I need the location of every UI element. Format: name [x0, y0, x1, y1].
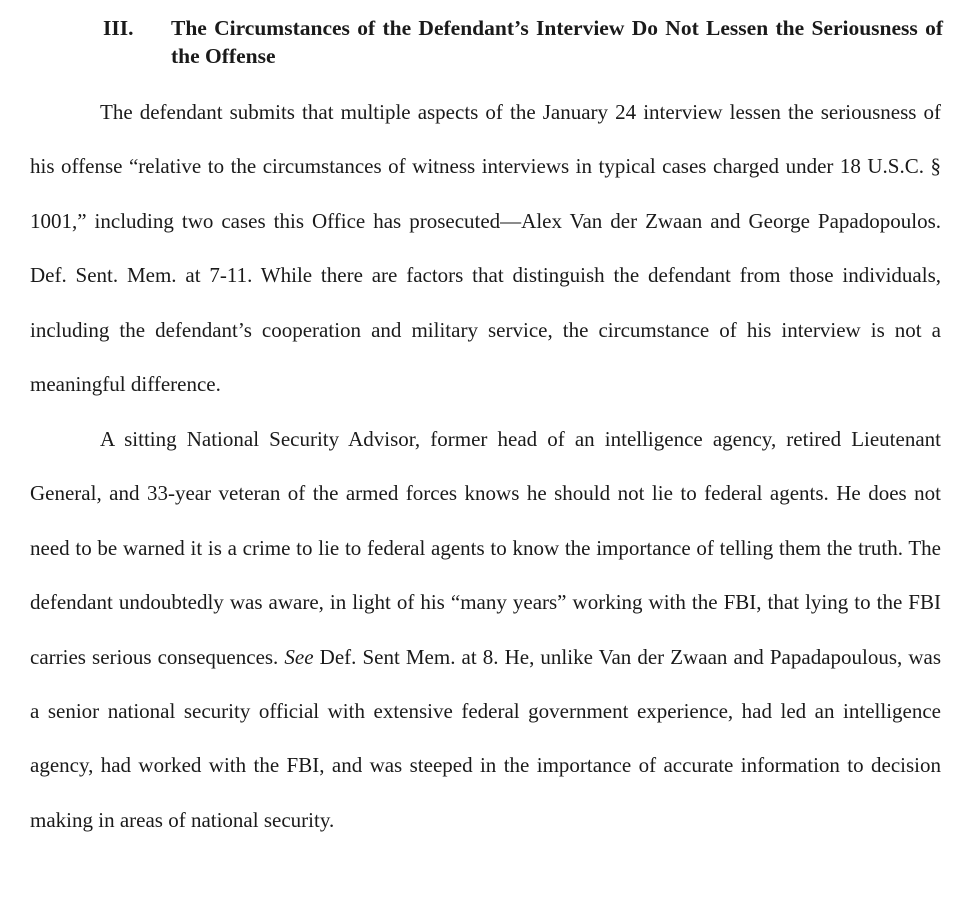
section-number: III. — [103, 16, 134, 40]
paragraph-1 — [30, 85, 941, 411]
section-title: The Circumstances of the Defendant’s Interview Do Not Lessen the Seriousness of the Offense — [171, 16, 943, 68]
paragraph-2 — [30, 412, 941, 847]
paragraph-2-text-part1: A sitting National Security Advisor, former head of an intelligence agency, retired Lieutenant General, and 33-year veteran of the armed forces knows he should not lie to federal agents. He does not need to be warned it is a crime to lie to federal agents to know the importance of telling them the truth. The defendant undoubtedly was aware, in light of his “many years” working with the FBI, that lying to the FBI carries serious consequences. — [30, 427, 941, 669]
citation-signal-see: See — [284, 644, 314, 669]
paragraph-2-text-part2: Def. Sent Mem. at 8. He, unlike Van der Zwaan and Papadapoulous, was a senior national security official with extensive federal government experience, had led an intelligence agency, had worked with the FBI, and was steeped in the importance of accurate information to decision making in areas of national security. — [30, 644, 942, 832]
paragraph-1-text: The defendant submits that multiple aspects of the January 24 interview lessen the seriousness of his offense “relative to the circumstances of witness interviews in typical cases charged under 18 U.S.C. § 1001,” including two cases this Office has prosecuted—Alex Van der Zwaan and George Papadopoulos. Def. Sent. Mem. at 7-11. While there are factors that distinguish the defendant from those individuals, including the defendant’s cooperation and military service, the circumstance of his interview is not a meaningful difference. — [30, 100, 941, 397]
